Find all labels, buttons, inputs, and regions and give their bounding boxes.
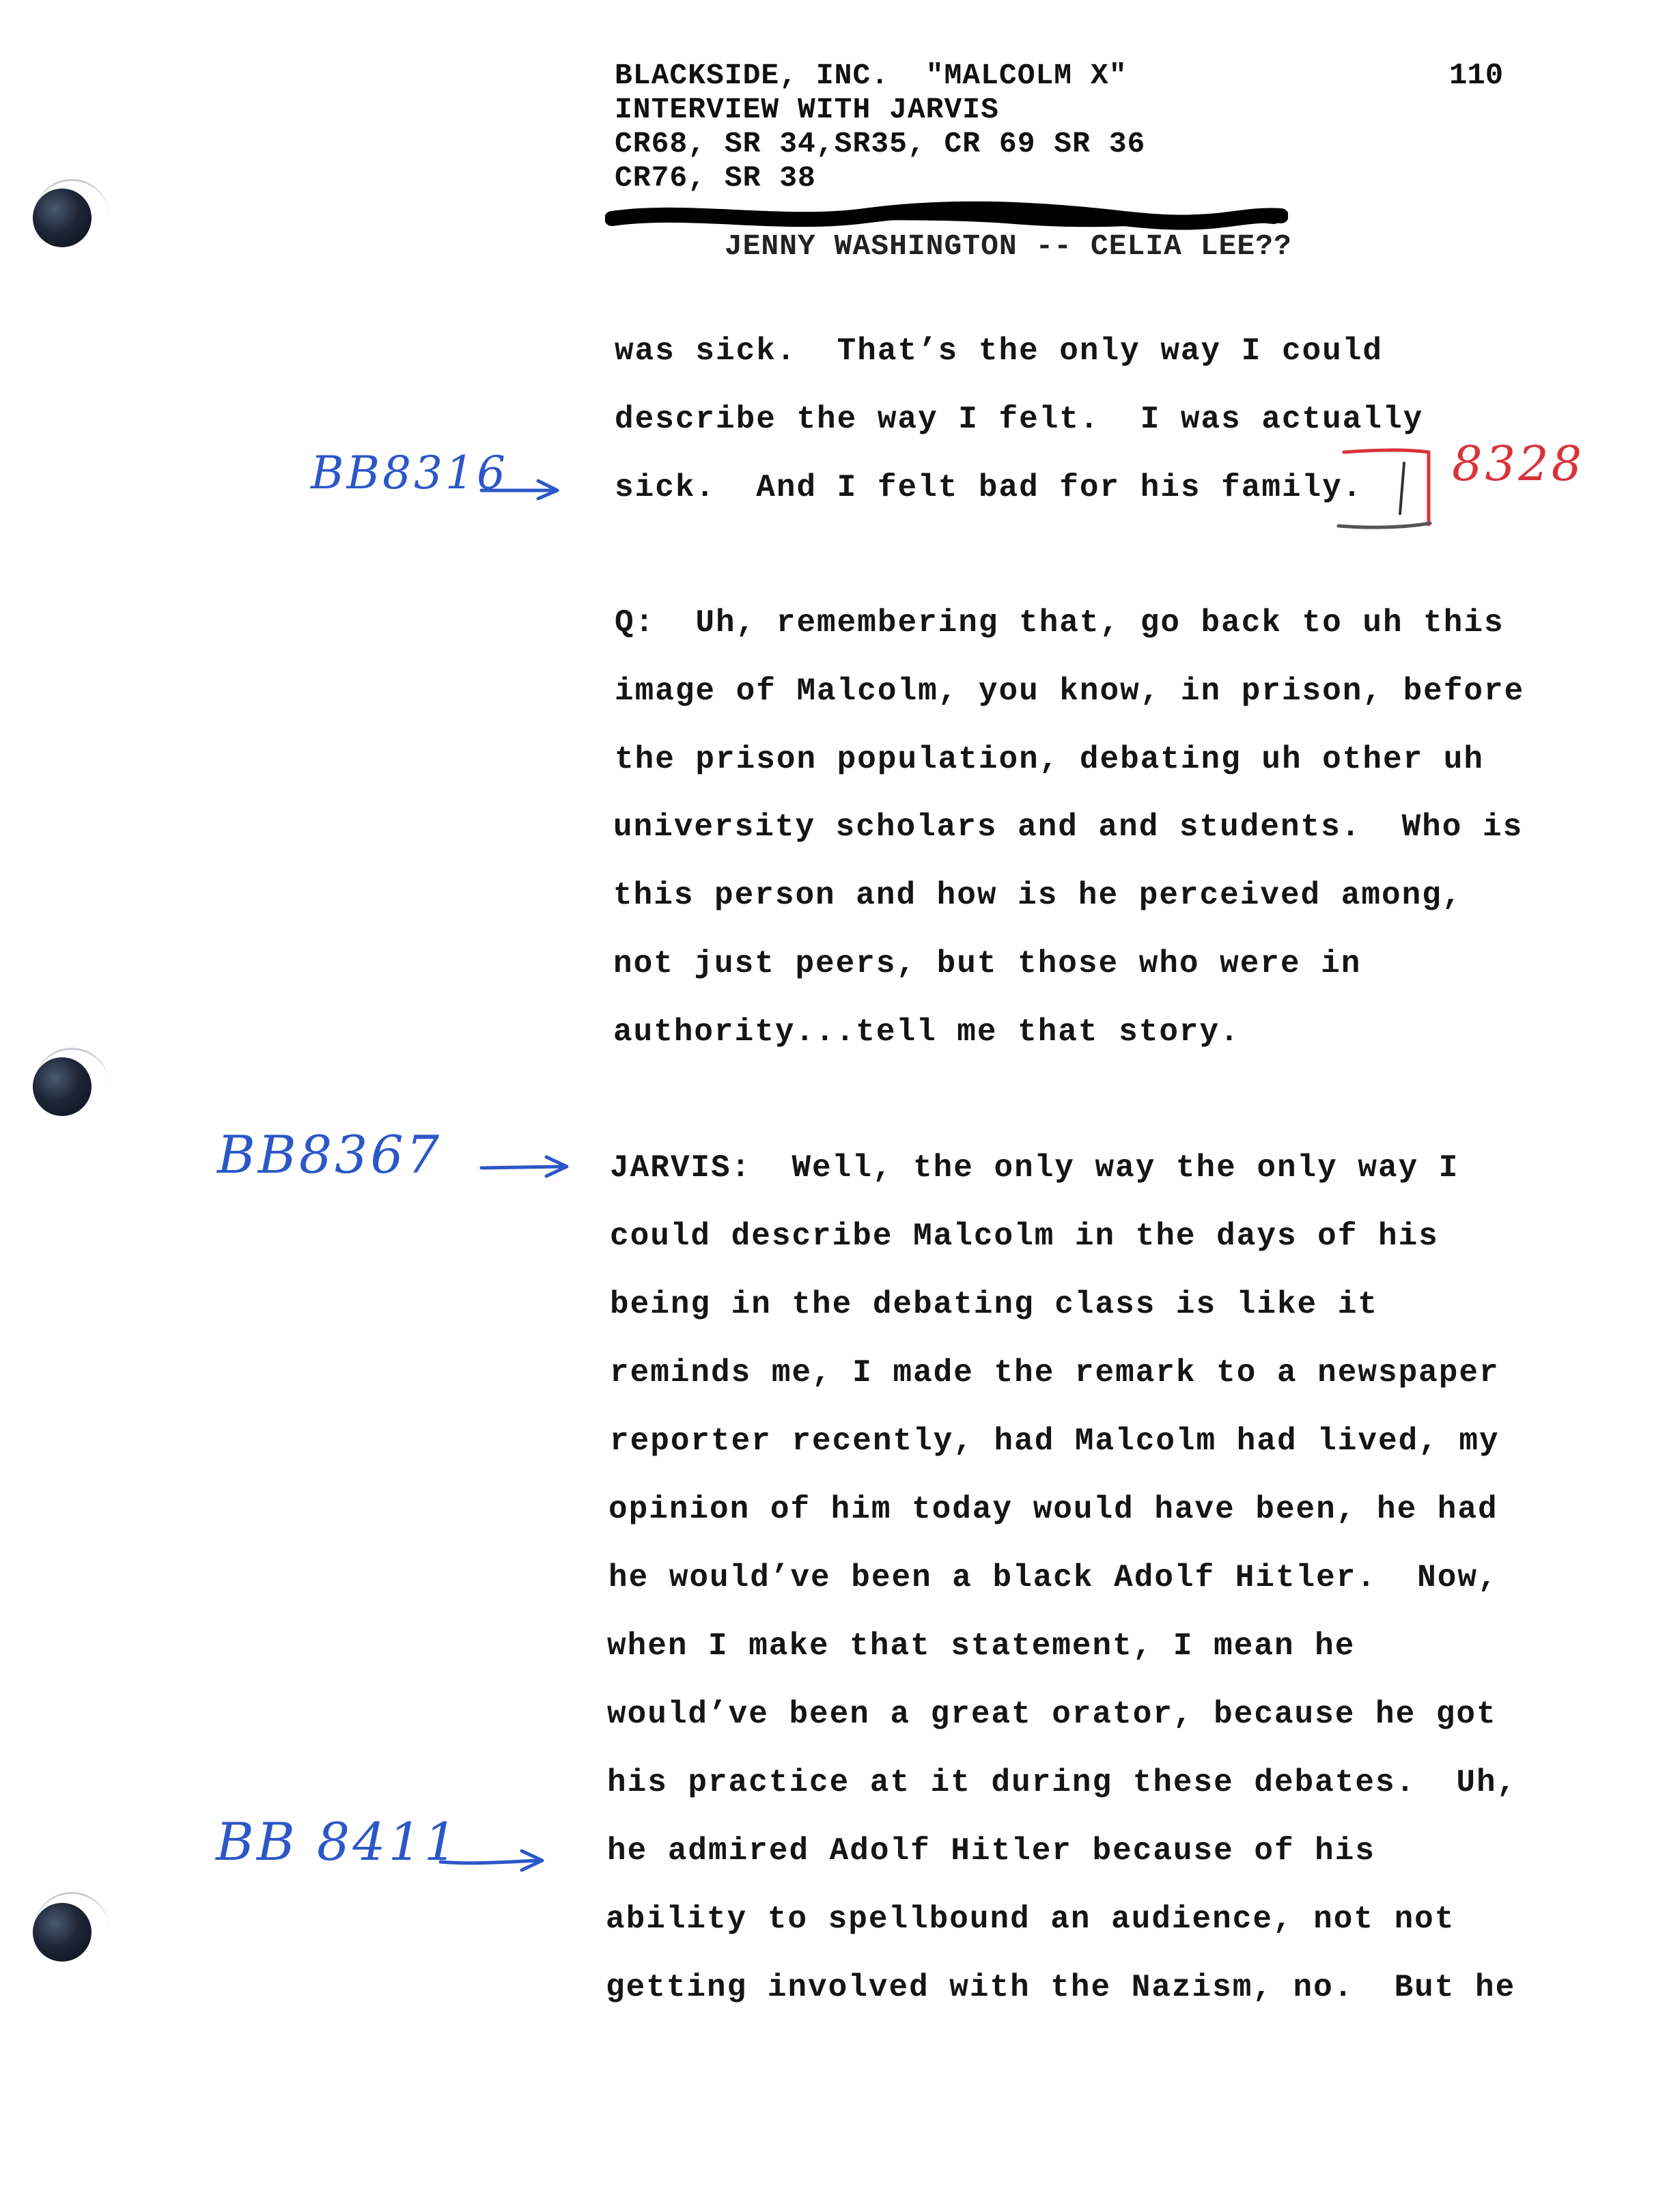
transcript-line: reminds me, I made the remark to a newspaper — [610, 1355, 1500, 1391]
transcript-line: his practice at it during these debates. Uh, — [607, 1765, 1517, 1800]
page-number: 110 — [1449, 59, 1504, 93]
transcript-line: ability to spellbound an audience, not not — [606, 1901, 1455, 1937]
header-line-1: BLACKSIDE, INC. "MALCOLM X" — [615, 59, 1128, 92]
header-line-3: CR68, SR 34,SR35, CR 69 SR 36 — [615, 127, 1146, 161]
transcript-line: JARVIS: Well, the only way the only way I — [610, 1150, 1459, 1186]
arrow-icon — [437, 1845, 546, 1873]
transcript-line: Q: Uh, remembering that, go back to uh this — [615, 605, 1504, 641]
timecode-annotation-bb8316: BB8316 — [311, 447, 508, 499]
transcript-line: image of Malcolm, you know, in prison, before — [615, 673, 1525, 709]
transcript-line: when I make that statement, I mean he — [607, 1628, 1356, 1664]
transcript-line: reporter recently, had Malcolm had lived, my — [610, 1423, 1500, 1459]
transcript-line: opinion of him today would have been, he had — [608, 1492, 1498, 1527]
timecode-annotation-bb8367: BB8367 — [217, 1124, 443, 1185]
transcript-line: being in the debating class is like it — [610, 1287, 1378, 1322]
transcript-line: he admired Adolf Hitler because of his — [607, 1833, 1375, 1869]
hole-punch-middle — [33, 1057, 92, 1116]
transcript-line: could describe Malcolm in the days of his — [610, 1218, 1439, 1254]
transcript-line: getting involved with the Nazism, no. But he — [606, 1970, 1516, 2005]
arrow-icon — [478, 1153, 574, 1180]
red-bracket-mark — [1332, 444, 1441, 540]
red-timecode-annotation-8328: 8328 — [1452, 436, 1585, 492]
hole-punch-top — [33, 189, 92, 247]
arrow-icon — [478, 475, 567, 503]
transcript-line: this person and how is he perceived among, — [613, 878, 1463, 913]
struck-out-text: JENNY WASHINGTON -- CELIA LEE?? — [724, 229, 1292, 263]
hole-punch-bottom — [33, 1903, 92, 1962]
header-line-2: INTERVIEW WITH JARVIS — [615, 93, 999, 126]
transcript-line: he would’ve been a black Adolf Hitler. Now, — [608, 1560, 1498, 1595]
header-line-4: CR76, SR 38 — [615, 161, 816, 195]
transcript-line: sick. And I felt bad for his family. — [615, 470, 1363, 505]
transcript-line: the prison population, debating uh other uh — [615, 742, 1484, 777]
transcript-line: not just peers, but those who were in — [613, 946, 1362, 981]
transcript-line: authority...tell me that story. — [613, 1014, 1240, 1050]
document-header — [615, 59, 1292, 332]
struck-out-line — [615, 195, 1292, 332]
transcript-line: would’ve been a great orator, because he got — [607, 1697, 1497, 1732]
transcript-line: university scholars and and students. Who is — [613, 809, 1524, 845]
transcript-line: was sick. That’s the only way I could — [615, 333, 1383, 369]
transcript-line: describe the way I felt. I was actually — [615, 402, 1424, 437]
timecode-annotation-bb8411: BB 8411 — [216, 1811, 460, 1872]
